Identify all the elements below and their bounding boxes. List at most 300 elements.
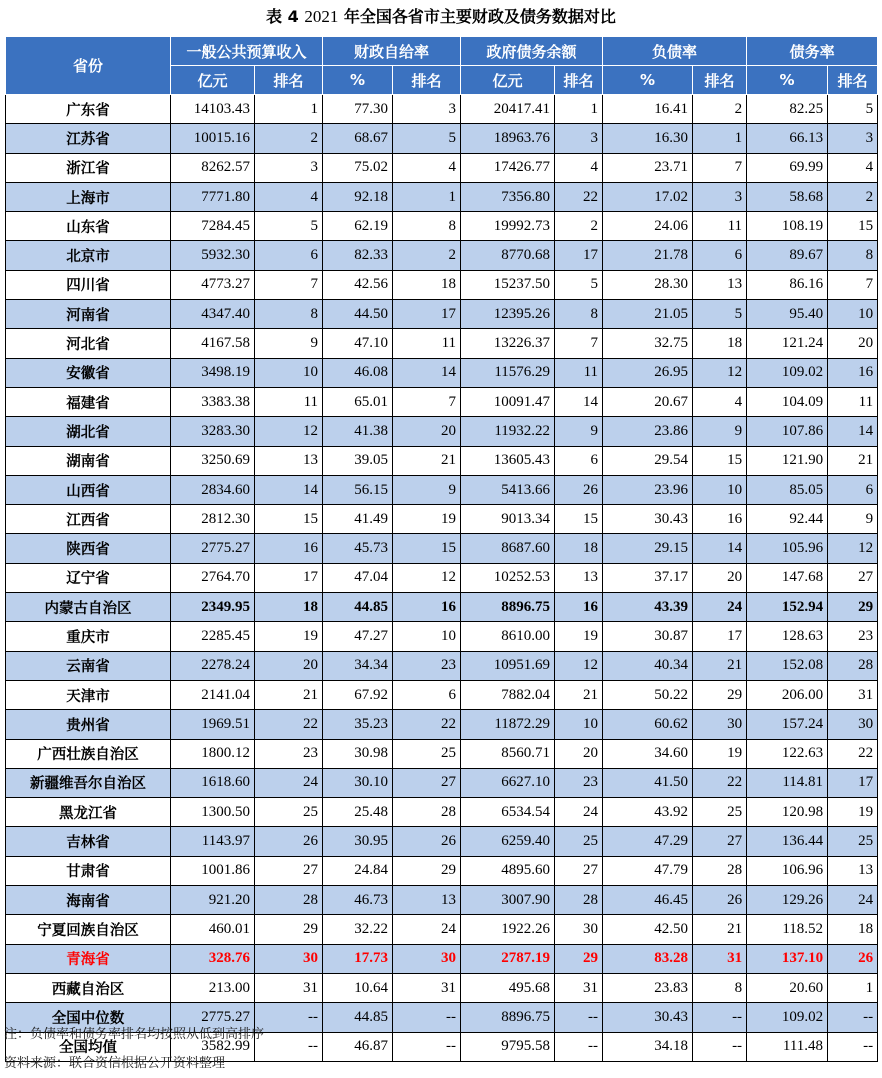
- rank-cell: 19: [828, 798, 878, 827]
- rank-cell: 19: [393, 505, 461, 534]
- rank-cell: 7: [693, 153, 747, 182]
- value-cell: 7771.80: [171, 182, 255, 211]
- header-self-sufficiency: 财政自给率: [323, 37, 461, 66]
- value-cell: 105.96: [747, 534, 828, 563]
- province-cell: 青海省: [6, 944, 171, 973]
- value-cell: 4773.27: [171, 270, 255, 299]
- value-cell: 65.01: [323, 387, 393, 416]
- value-cell: 42.50: [603, 915, 693, 944]
- rank-cell: 10: [255, 358, 323, 387]
- rank-cell: 12: [393, 563, 461, 592]
- value-cell: 152.08: [747, 651, 828, 680]
- value-cell: 9013.34: [461, 505, 555, 534]
- subheader-rank: 排名: [255, 66, 323, 95]
- rank-cell: 5: [828, 95, 878, 124]
- value-cell: 77.30: [323, 95, 393, 124]
- value-cell: 41.50: [603, 768, 693, 797]
- value-cell: 11576.29: [461, 358, 555, 387]
- rank-cell: 1: [393, 182, 461, 211]
- title-text: 年全国各省市主要财政及债务数据对比: [343, 7, 616, 26]
- value-cell: 66.13: [747, 124, 828, 153]
- table-row: [6, 124, 878, 153]
- rank-cell: 15: [828, 212, 878, 241]
- value-cell: 4895.60: [461, 856, 555, 885]
- table-row: [6, 417, 878, 446]
- value-cell: 30.87: [603, 622, 693, 651]
- table-row: [6, 680, 878, 709]
- rank-cell: 29: [693, 680, 747, 709]
- table-row: [6, 270, 878, 299]
- subheader-rank: 排名: [828, 66, 878, 95]
- rank-cell: 3: [693, 182, 747, 211]
- rank-cell: 26: [828, 944, 878, 973]
- rank-cell: 25: [828, 827, 878, 856]
- rank-cell: 15: [255, 505, 323, 534]
- province-cell: 陕西省: [6, 534, 171, 563]
- rank-cell: 6: [393, 680, 461, 709]
- table-number: 表 4: [266, 7, 299, 26]
- rank-cell: 13: [693, 270, 747, 299]
- value-cell: 5413.66: [461, 475, 555, 504]
- table-row: [6, 212, 878, 241]
- value-cell: 92.18: [323, 182, 393, 211]
- value-cell: 75.02: [323, 153, 393, 182]
- province-cell: 江苏省: [6, 124, 171, 153]
- table-row: [6, 886, 878, 915]
- header-debt-balance: 政府债务余额: [461, 37, 603, 66]
- value-cell: 10252.53: [461, 563, 555, 592]
- rank-cell: 13: [255, 446, 323, 475]
- value-cell: 20.60: [747, 973, 828, 1002]
- value-cell: 44.85: [323, 1003, 393, 1032]
- value-cell: 206.00: [747, 680, 828, 709]
- value-cell: 2812.30: [171, 505, 255, 534]
- value-cell: 4167.58: [171, 329, 255, 358]
- rank-cell: 5: [555, 270, 603, 299]
- province-cell: 北京市: [6, 241, 171, 270]
- rank-cell: 18: [828, 915, 878, 944]
- table-row: [6, 241, 878, 270]
- rank-cell: 30: [828, 710, 878, 739]
- rank-cell: 18: [255, 593, 323, 622]
- rank-cell: 19: [693, 739, 747, 768]
- value-cell: 47.29: [603, 827, 693, 856]
- value-cell: 11932.22: [461, 417, 555, 446]
- value-cell: 3007.90: [461, 886, 555, 915]
- province-cell: 重庆市: [6, 622, 171, 651]
- rank-cell: 22: [255, 710, 323, 739]
- value-cell: 495.68: [461, 973, 555, 1002]
- rank-cell: 14: [393, 358, 461, 387]
- rank-cell: 21: [255, 680, 323, 709]
- value-cell: 15237.50: [461, 270, 555, 299]
- rank-cell: 24: [393, 915, 461, 944]
- value-cell: 18963.76: [461, 124, 555, 153]
- rank-cell: --: [255, 1003, 323, 1032]
- value-cell: 3498.19: [171, 358, 255, 387]
- rank-cell: 3: [393, 95, 461, 124]
- rank-cell: 31: [555, 973, 603, 1002]
- rank-cell: 11: [555, 358, 603, 387]
- rank-cell: 11: [393, 329, 461, 358]
- rank-cell: 20: [693, 563, 747, 592]
- rank-cell: 31: [693, 944, 747, 973]
- rank-cell: 24: [255, 768, 323, 797]
- value-cell: 8896.75: [461, 1003, 555, 1032]
- header-debt-ratio: 债务率: [747, 37, 878, 66]
- rank-cell: 9: [693, 417, 747, 446]
- table-row: [6, 153, 878, 182]
- rank-cell: 2: [255, 124, 323, 153]
- value-cell: 47.10: [323, 329, 393, 358]
- value-cell: 921.20: [171, 886, 255, 915]
- rank-cell: 14: [693, 534, 747, 563]
- rank-cell: 1: [255, 95, 323, 124]
- value-cell: 43.92: [603, 798, 693, 827]
- subheader-rank: 排名: [393, 66, 461, 95]
- value-cell: 34.60: [603, 739, 693, 768]
- rank-cell: 28: [693, 856, 747, 885]
- value-cell: 2764.70: [171, 563, 255, 592]
- value-cell: 89.67: [747, 241, 828, 270]
- value-cell: 46.73: [323, 886, 393, 915]
- table-row: [6, 768, 878, 797]
- subheader-rank: 排名: [693, 66, 747, 95]
- table-row: [6, 387, 878, 416]
- value-cell: 8610.00: [461, 622, 555, 651]
- rank-cell: --: [555, 1032, 603, 1061]
- value-cell: 83.28: [603, 944, 693, 973]
- rank-cell: --: [255, 1032, 323, 1061]
- value-cell: 85.05: [747, 475, 828, 504]
- value-cell: 7356.80: [461, 182, 555, 211]
- rank-cell: --: [828, 1032, 878, 1061]
- value-cell: 60.62: [603, 710, 693, 739]
- value-cell: 108.19: [747, 212, 828, 241]
- province-cell: 河南省: [6, 300, 171, 329]
- rank-cell: 23: [255, 739, 323, 768]
- rank-cell: 18: [555, 534, 603, 563]
- value-cell: 109.02: [747, 1003, 828, 1032]
- value-cell: 121.90: [747, 446, 828, 475]
- value-cell: 2278.24: [171, 651, 255, 680]
- rank-cell: 17: [828, 768, 878, 797]
- value-cell: 213.00: [171, 973, 255, 1002]
- rank-cell: 15: [693, 446, 747, 475]
- province-cell: 四川省: [6, 270, 171, 299]
- rank-cell: 4: [255, 182, 323, 211]
- province-cell: 西藏自治区: [6, 973, 171, 1002]
- rank-cell: 8: [393, 212, 461, 241]
- rank-cell: 3: [255, 153, 323, 182]
- value-cell: 11872.29: [461, 710, 555, 739]
- rank-cell: 29: [393, 856, 461, 885]
- value-cell: 69.99: [747, 153, 828, 182]
- province-cell: 辽宁省: [6, 563, 171, 592]
- province-cell: 全国中位数: [6, 1003, 171, 1032]
- province-cell: 湖北省: [6, 417, 171, 446]
- rank-cell: 10: [393, 622, 461, 651]
- rank-cell: 30: [255, 944, 323, 973]
- value-cell: 114.81: [747, 768, 828, 797]
- rank-cell: 26: [255, 827, 323, 856]
- value-cell: 460.01: [171, 915, 255, 944]
- value-cell: 24.06: [603, 212, 693, 241]
- value-cell: 2285.45: [171, 622, 255, 651]
- value-cell: 5932.30: [171, 241, 255, 270]
- rank-cell: 9: [255, 329, 323, 358]
- province-cell: 宁夏回族自治区: [6, 915, 171, 944]
- rank-cell: 29: [255, 915, 323, 944]
- value-cell: 16.41: [603, 95, 693, 124]
- province-cell: 河北省: [6, 329, 171, 358]
- rank-cell: 16: [693, 505, 747, 534]
- rank-cell: 6: [693, 241, 747, 270]
- table-row: [6, 358, 878, 387]
- table-row: [6, 329, 878, 358]
- rank-cell: 20: [255, 651, 323, 680]
- province-cell: 福建省: [6, 387, 171, 416]
- province-cell: 上海市: [6, 182, 171, 211]
- rank-cell: 7: [393, 387, 461, 416]
- rank-cell: 21: [693, 651, 747, 680]
- value-cell: 34.34: [323, 651, 393, 680]
- rank-cell: 31: [828, 680, 878, 709]
- rank-cell: 24: [828, 886, 878, 915]
- value-cell: 137.10: [747, 944, 828, 973]
- rank-cell: 9: [393, 475, 461, 504]
- value-cell: 1922.26: [461, 915, 555, 944]
- rank-cell: 5: [693, 300, 747, 329]
- rank-cell: 23: [555, 768, 603, 797]
- value-cell: 92.44: [747, 505, 828, 534]
- rank-cell: 12: [693, 358, 747, 387]
- value-cell: 8560.71: [461, 739, 555, 768]
- value-cell: 6534.54: [461, 798, 555, 827]
- rank-cell: 16: [555, 593, 603, 622]
- value-cell: 19992.73: [461, 212, 555, 241]
- table-row: [6, 534, 878, 563]
- value-cell: 7882.04: [461, 680, 555, 709]
- rank-cell: 20: [393, 417, 461, 446]
- value-cell: 21.05: [603, 300, 693, 329]
- rank-cell: 12: [555, 651, 603, 680]
- rank-cell: 27: [828, 563, 878, 592]
- value-cell: 1969.51: [171, 710, 255, 739]
- value-cell: 121.24: [747, 329, 828, 358]
- value-cell: 42.56: [323, 270, 393, 299]
- rank-cell: 28: [255, 886, 323, 915]
- rank-cell: 28: [393, 798, 461, 827]
- table-body: [6, 95, 878, 1062]
- value-cell: 29.15: [603, 534, 693, 563]
- value-cell: 147.68: [747, 563, 828, 592]
- table-row: [6, 739, 878, 768]
- rank-cell: 8: [693, 973, 747, 1002]
- province-cell: 浙江省: [6, 153, 171, 182]
- value-cell: 8770.68: [461, 241, 555, 270]
- value-cell: 95.40: [747, 300, 828, 329]
- value-cell: 32.22: [323, 915, 393, 944]
- value-cell: 20417.41: [461, 95, 555, 124]
- value-cell: 50.22: [603, 680, 693, 709]
- value-cell: 2787.19: [461, 944, 555, 973]
- value-cell: 10015.16: [171, 124, 255, 153]
- value-cell: 1143.97: [171, 827, 255, 856]
- value-cell: 68.67: [323, 124, 393, 153]
- table-row: [6, 798, 878, 827]
- value-cell: 7284.45: [171, 212, 255, 241]
- value-cell: 23.86: [603, 417, 693, 446]
- value-cell: 152.94: [747, 593, 828, 622]
- value-cell: 44.50: [323, 300, 393, 329]
- province-cell: 甘肃省: [6, 856, 171, 885]
- province-cell: 广西壮族自治区: [6, 739, 171, 768]
- value-cell: 43.39: [603, 593, 693, 622]
- value-cell: 26.95: [603, 358, 693, 387]
- value-cell: 30.10: [323, 768, 393, 797]
- value-cell: 13605.43: [461, 446, 555, 475]
- value-cell: 107.86: [747, 417, 828, 446]
- table-row: [6, 827, 878, 856]
- table-row: [6, 446, 878, 475]
- table-row: [6, 622, 878, 651]
- rank-cell: 6: [255, 241, 323, 270]
- rank-cell: 8: [828, 241, 878, 270]
- rank-cell: --: [393, 1032, 461, 1061]
- title-year: 2021: [304, 7, 339, 26]
- rank-cell: 17: [693, 622, 747, 651]
- rank-cell: 10: [693, 475, 747, 504]
- header-budget-revenue: 一般公共预算收入: [171, 37, 323, 66]
- table-row: [6, 651, 878, 680]
- rank-cell: 14: [555, 387, 603, 416]
- province-cell: 山西省: [6, 475, 171, 504]
- rank-cell: 26: [393, 827, 461, 856]
- rank-cell: 1: [828, 973, 878, 1002]
- value-cell: 30.43: [603, 505, 693, 534]
- province-cell: 湖南省: [6, 446, 171, 475]
- table-row: [6, 182, 878, 211]
- value-cell: 46.87: [323, 1032, 393, 1061]
- value-cell: 3250.69: [171, 446, 255, 475]
- table-row: [6, 915, 878, 944]
- rank-cell: 7: [555, 329, 603, 358]
- fiscal-debt-table: [5, 36, 878, 1062]
- rank-cell: 17: [255, 563, 323, 592]
- value-cell: 47.79: [603, 856, 693, 885]
- rank-cell: 20: [828, 329, 878, 358]
- rank-cell: 13: [828, 856, 878, 885]
- rank-cell: 30: [693, 710, 747, 739]
- rank-cell: 5: [393, 124, 461, 153]
- value-cell: 17.73: [323, 944, 393, 973]
- value-cell: 20.67: [603, 387, 693, 416]
- rank-cell: 12: [255, 417, 323, 446]
- value-cell: 1001.86: [171, 856, 255, 885]
- rank-cell: 11: [828, 387, 878, 416]
- rank-cell: 11: [255, 387, 323, 416]
- rank-cell: 2: [393, 241, 461, 270]
- province-cell: 安徽省: [6, 358, 171, 387]
- rank-cell: 17: [393, 300, 461, 329]
- rank-cell: 24: [555, 798, 603, 827]
- rank-cell: 18: [393, 270, 461, 299]
- table-row: [6, 300, 878, 329]
- value-cell: 1618.60: [171, 768, 255, 797]
- value-cell: 328.76: [171, 944, 255, 973]
- rank-cell: 19: [255, 622, 323, 651]
- data-source: 资料来源：联合资信根据公开资料整理: [4, 1056, 226, 1071]
- value-cell: 1800.12: [171, 739, 255, 768]
- rank-cell: 10: [555, 710, 603, 739]
- rank-cell: 18: [693, 329, 747, 358]
- province-cell: 吉林省: [6, 827, 171, 856]
- value-cell: 37.17: [603, 563, 693, 592]
- province-cell: 全国均值: [6, 1032, 171, 1061]
- value-cell: 4347.40: [171, 300, 255, 329]
- rank-cell: 16: [393, 593, 461, 622]
- rank-cell: 29: [555, 944, 603, 973]
- rank-cell: 19: [555, 622, 603, 651]
- value-cell: 10951.69: [461, 651, 555, 680]
- rank-cell: 4: [828, 153, 878, 182]
- value-cell: 58.68: [747, 182, 828, 211]
- value-cell: 8896.75: [461, 593, 555, 622]
- value-cell: 14103.43: [171, 95, 255, 124]
- value-cell: 44.85: [323, 593, 393, 622]
- value-cell: 23.83: [603, 973, 693, 1002]
- table-row: [6, 475, 878, 504]
- value-cell: 136.44: [747, 827, 828, 856]
- province-cell: 内蒙古自治区: [6, 593, 171, 622]
- rank-cell: 5: [255, 212, 323, 241]
- rank-cell: 26: [555, 475, 603, 504]
- table-row: [6, 710, 878, 739]
- rank-cell: 6: [828, 475, 878, 504]
- rank-cell: 7: [828, 270, 878, 299]
- rank-cell: 27: [555, 856, 603, 885]
- value-cell: 12395.26: [461, 300, 555, 329]
- value-cell: 30.43: [603, 1003, 693, 1032]
- rank-cell: 26: [693, 886, 747, 915]
- value-cell: 6627.10: [461, 768, 555, 797]
- rank-cell: 11: [693, 212, 747, 241]
- value-cell: 46.45: [603, 886, 693, 915]
- rank-cell: 30: [555, 915, 603, 944]
- value-cell: 128.63: [747, 622, 828, 651]
- province-cell: 山东省: [6, 212, 171, 241]
- rank-cell: 10: [828, 300, 878, 329]
- rank-cell: 31: [393, 973, 461, 1002]
- rank-cell: 23: [393, 651, 461, 680]
- value-cell: 45.73: [323, 534, 393, 563]
- rank-cell: 30: [393, 944, 461, 973]
- rank-cell: 27: [393, 768, 461, 797]
- value-cell: 13226.37: [461, 329, 555, 358]
- rank-cell: 28: [555, 886, 603, 915]
- value-cell: 30.98: [323, 739, 393, 768]
- rank-cell: 3: [828, 124, 878, 153]
- value-cell: 122.63: [747, 739, 828, 768]
- value-cell: 41.38: [323, 417, 393, 446]
- value-cell: 41.49: [323, 505, 393, 534]
- value-cell: 6259.40: [461, 827, 555, 856]
- rank-cell: 6: [555, 446, 603, 475]
- rank-cell: 9: [555, 417, 603, 446]
- value-cell: 30.95: [323, 827, 393, 856]
- rank-cell: --: [693, 1032, 747, 1061]
